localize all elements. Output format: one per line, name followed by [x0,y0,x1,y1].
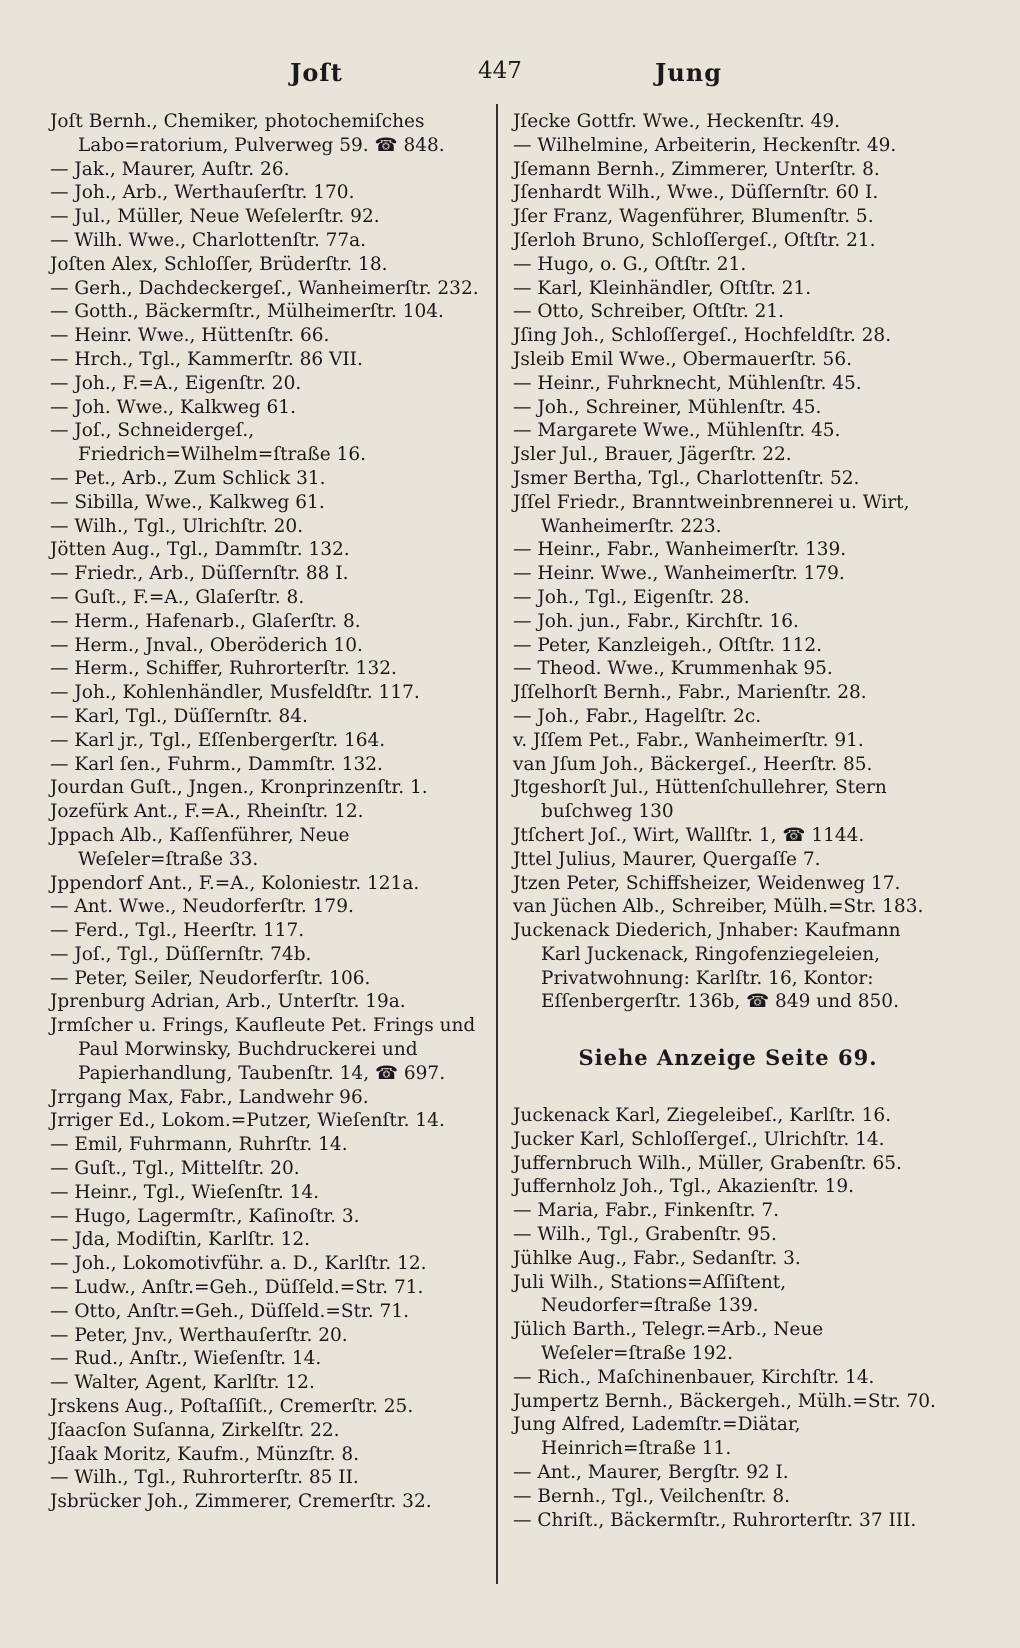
directory-entry: — Friedr., Arb., Düſſernſtr. 88 I. [50,563,349,585]
directory-entry: Jppendorf Ant., F.=A., Koloniestr. 121a. [50,872,420,894]
directory-entry: Jſer Franz, Wagenführer, Blumenſtr. 5. [513,206,874,228]
directory-entry: — Joſ., Schneidergeſ., Friedrich=Wilhelm=ſtraße 16. [50,420,367,466]
directory-entry: — Peter, Seiler, Neudorferſtr. 106. [50,967,371,989]
directory-entry: — Maria, Fabr., Finkenſtr. 7. [513,1200,780,1222]
directory-entry: Jſemann Bernh., Zimmerer, Unterſtr. 8. [513,158,880,180]
directory-entry: Jrrgang Max, Fabr., Landwehr 96. [50,1086,369,1108]
advertisement-notice: Siehe Anzeige Seite 69. [578,1045,878,1071]
directory-entry: Jsmer Bertha, Tgl., Charlottenſtr. 52. [513,467,860,489]
directory-entry: — Ant. Wwe., Neudorferſtr. 179. [50,896,354,918]
right-column-top [513,110,943,1014]
directory-entry: — Guſt., Tgl., Mittelſtr. 20. [50,1158,300,1180]
directory-entry: Jrmſcher u. Frings, Kaufleute Pet. Frings und Paul Morwinsky, Buchdruckerei und Papierhandlung, Taubenſtr. 14, ☎ 697. [50,1015,476,1084]
directory-entry: Jourdan Guſt., Jngen., Kronprinzenſtr. 1. [50,777,428,799]
directory-entry: — Heinr., Fuhrknecht, Mühlenſtr. 45. [513,372,862,394]
directory-entry: Joſt Bernh., Chemiker, photochemiſches Labo=ratorium, Pulverweg 59. ☎ 848. [50,111,445,156]
directory-entry: Jülich Barth., Telegr.=Arb., Neue Weſeler=ſtraße 192. [513,1319,824,1365]
directory-entry: Juffernholz Joh., Tgl., Akazienſtr. 19. [513,1176,855,1198]
directory-entry: — Jul., Müller, Neue Weſelerſtr. 92. [50,206,380,228]
directory-entry: van Jüchen Alb., Schreiber, Mülh.=Str. 183. [513,896,924,918]
directory-entry: — Joh. jun., Fabr., Kirchſtr. 16. [513,610,799,632]
directory-entry: — Herm., Hafenarb., Glaſerſtr. 8. [50,610,361,632]
directory-entry: — Walter, Agent, Karlſtr. 12. [50,1372,315,1394]
directory-entry: Jſecke Gottfr. Wwe., Heckenſtr. 49. [513,111,841,132]
directory-entry: — Ant., Maurer, Bergſtr. 92 I. [513,1462,789,1484]
directory-entry: — Theod. Wwe., Krummenhak 95. [513,658,833,680]
directory-entry: — Otto, Schreiber, Oſtſtr. 21. [513,301,785,323]
directory-entry: — Gotth., Bäckermſtr., Mülheimerſtr. 104. [50,301,444,323]
directory-entry: Jötten Aug., Tgl., Dammſtr. 132. [50,539,350,561]
directory-entry: Jtſchert Joſ., Wirt, Wallſtr. 1, ☎ 1144. [513,824,865,846]
directory-entry: — Pet., Arb., Zum Schlick 31. [50,467,326,489]
directory-entry: Juckenack Diederich, Jnhaber: Kaufmann Karl Juckenack, Ringofenziegeleien, Privatwohnung: Karlſtr. 16, Kontor: Eſſenbergerſtr. 136b, ☎ 849 und 850. [513,920,901,1013]
directory-entry: — Ferd., Tgl., Heerſtr. 117. [50,920,305,942]
directory-entry: Jozefürk Ant., F.=A., Rheinſtr. 12. [50,801,364,823]
directory-entry: — Joh., Lokomotivführ. a. D., Karlſtr. 12. [50,1253,427,1275]
right-column [513,110,943,1532]
directory-entry: — Sibilla, Wwe., Kalkweg 61. [50,491,325,513]
directory-entry: Jtzen Peter, Schiffsheizer, Weidenweg 17. [513,872,901,894]
directory-entry: Jsler Jul., Brauer, Jägerſtr. 22. [513,444,792,466]
directory-entry: Jrriger Ed., Lokom.=Putzer, Wieſenſtr. 14. [50,1110,445,1132]
directory-entry: Jſſelhorſt Bernh., Fabr., Marienſtr. 28. [513,682,867,704]
directory-entry: — Hugo, o. G., Oſtſtr. 21. [513,253,747,275]
directory-entry: — Hugo, Lagermſtr., Kaſinoſtr. 3. [50,1205,360,1227]
directory-entry: van Jſum Joh., Bäckergeſ., Heerſtr. 85. [513,753,873,775]
directory-entry: — Gerh., Dachdeckergeſ., Wanheimerſtr. 232. [50,277,479,299]
directory-entry: — Wilh., Tgl., Ulrichſtr. 20. [50,515,304,537]
directory-entry: — Heinr. Wwe., Wanheimerſtr. 179. [513,563,845,585]
directory-entry: v. Jſſem Pet., Fabr., Wanheimerſtr. 91. [513,729,864,751]
directory-entry: — Karl jr., Tgl., Eſſenbergerſtr. 164. [50,729,386,751]
directory-entry: Jſſel Friedr., Branntweinbrennerei u. Wirt, Wanheimerſtr. 223. [513,491,910,537]
directory-entry: — Hrch., Tgl., Kammerſtr. 86 VII. [50,348,363,370]
directory-entry: Juffernbruch Wilh., Müller, Grabenſtr. 65. [513,1152,902,1174]
directory-entry: — Karl, Tgl., Düſſernſtr. 84. [50,705,308,727]
directory-entry: Jſing Joh., Schloſſergeſ., Hochfeldſtr. 28. [513,325,892,347]
directory-entry: Jung Alfred, Lademſtr.=Diätar, Heinrich=ſtraße 11. [513,1414,801,1460]
header-right-keyword: Jung [655,58,723,87]
directory-entry: Jſenhardt Wilh., Wwe., Düſſernſtr. 60 I. [513,182,879,204]
directory-entry: Jttel Julius, Maurer, Quergaſſe 7. [513,848,821,870]
directory-entry: — Ludw., Anſtr.=Geh., Düſſeld.=Str. 71. [50,1277,424,1299]
page-number: 447 [478,58,522,84]
directory-entry: Juli Wilh., Stations=Aſſiſtent, Neudorfer=ſtraße 139. [513,1271,787,1317]
directory-entry: Jppach Alb., Kaſſenführer, Neue Weſeler=ſtraße 33. [50,824,350,870]
directory-entry: — Otto, Anſtr.=Geh., Düſſeld.=Str. 71. [50,1300,409,1322]
directory-entry: — Wilh., Tgl., Grabenſtr. 95. [513,1224,777,1246]
directory-entry: — Joh., Kohlenhändler, Musfeldſtr. 117. [50,682,420,704]
directory-entry: Jühlke Aug., Fabr., Sedanſtr. 3. [513,1247,801,1269]
directory-entry: — Karl, Kleinhändler, Oſtſtr. 21. [513,277,812,299]
directory-entry: — Wilh., Tgl., Ruhrorterſtr. 85 II. [50,1467,359,1489]
directory-entry: — Peter, Kanzleigeh., Oſtſtr. 112. [513,634,823,656]
directory-entry: — Herm., Schiffer, Ruhrorterſtr. 132. [50,658,397,680]
directory-entry: — Heinr., Tgl., Wieſenſtr. 14. [50,1181,320,1203]
directory-entry: Jtgeshorſt Jul., Hüttenſchullehrer, Stern buſchweg 130 [513,777,887,823]
header-left-keyword: Joſt [290,58,343,87]
directory-entry: — Guſt., F.=A., Glaſerſtr. 8. [50,586,305,608]
directory-entry: Jucker Karl, Schloſſergeſ., Ulrichſtr. 14. [513,1128,885,1150]
directory-entry: — Herm., Jnval., Oberöderich 10. [50,634,363,656]
directory-entry: — Joh. Wwe., Kalkweg 61. [50,396,296,418]
directory-entry: Jsbrücker Joh., Zimmerer, Cremerſtr. 32. [50,1491,432,1513]
directory-entry: — Chriſt., Bäckermſtr., Ruhrorterſtr. 37 III. [513,1509,917,1531]
directory-entry: — Bernh., Tgl., Veilchenſtr. 8. [513,1485,791,1507]
column-divider [496,104,498,1584]
directory-entry: — Joh., Fabr., Hagelſtr. 2c. [513,705,762,727]
directory-entry: Juckenack Karl, Ziegeleibeſ., Karlſtr. 16. [513,1105,892,1127]
directory-entry: — Emil, Fuhrmann, Ruhrſtr. 14. [50,1134,348,1156]
directory-entry: — Wilh. Wwe., Charlottenſtr. 77a. [50,229,367,251]
directory-entry: — Heinr. Wwe., Hüttenſtr. 66. [50,325,330,347]
directory-entry: — Joh., Schreiner, Mühlenſtr. 45. [513,396,822,418]
directory-entry: — Joh., Tgl., Eigenſtr. 28. [513,586,750,608]
left-column [50,110,480,1514]
directory-entry: — Wilhelmine, Arbeiterin, Heckenſtr. 49. [513,134,897,156]
directory-entry: — Karl ſen., Fuhrm., Dammſtr. 132. [50,753,383,775]
directory-entry: Jrskens Aug., Poſtaſſiſt., Cremerſtr. 25. [50,1396,414,1418]
directory-entry: Joſten Alex, Schloſſer, Brüderſtr. 18. [50,253,388,275]
directory-entry: — Jak., Maurer, Auſtr. 26. [50,158,290,180]
directory-entry: Jsleib Emil Wwe., Obermauerſtr. 56. [513,348,852,370]
directory-entry: — Jda, Modiſtin, Karlſtr. 12. [50,1229,311,1251]
directory-entry: — Heinr., Fabr., Wanheimerſtr. 139. [513,539,847,561]
directory-entry: — Margarete Wwe., Mühlenſtr. 45. [513,420,841,442]
directory-entry: Jumpertz Bernh., Bäckergeh., Mülh.=Str. 70. [513,1390,936,1412]
directory-entry: — Joh., F.=A., Eigenſtr. 20. [50,372,302,394]
directory-entry: — Rich., Maſchinenbauer, Kirchſtr. 14. [513,1366,875,1388]
directory-entry: Jſerloh Bruno, Schloſſergeſ., Oſtſtr. 21. [513,229,876,251]
directory-entry: Jſaacſon Suſanna, Zirkelſtr. 22. [50,1419,340,1441]
directory-entry: — Joſ., Tgl., Düſſernſtr. 74b. [50,943,312,965]
directory-entry: — Joh., Arb., Werthauſerſtr. 170. [50,182,355,204]
directory-entry: — Rud., Anſtr., Wieſenſtr. 14. [50,1348,322,1370]
directory-entry: Jprenburg Adrian, Arb., Unterſtr. 19a. [50,991,406,1013]
directory-entry: Jſaak Moritz, Kaufm., Münzſtr. 8. [50,1443,360,1465]
directory-entry: — Peter, Jnv., Werthauſerſtr. 20. [50,1324,348,1346]
right-column-bottom [513,1104,943,1532]
